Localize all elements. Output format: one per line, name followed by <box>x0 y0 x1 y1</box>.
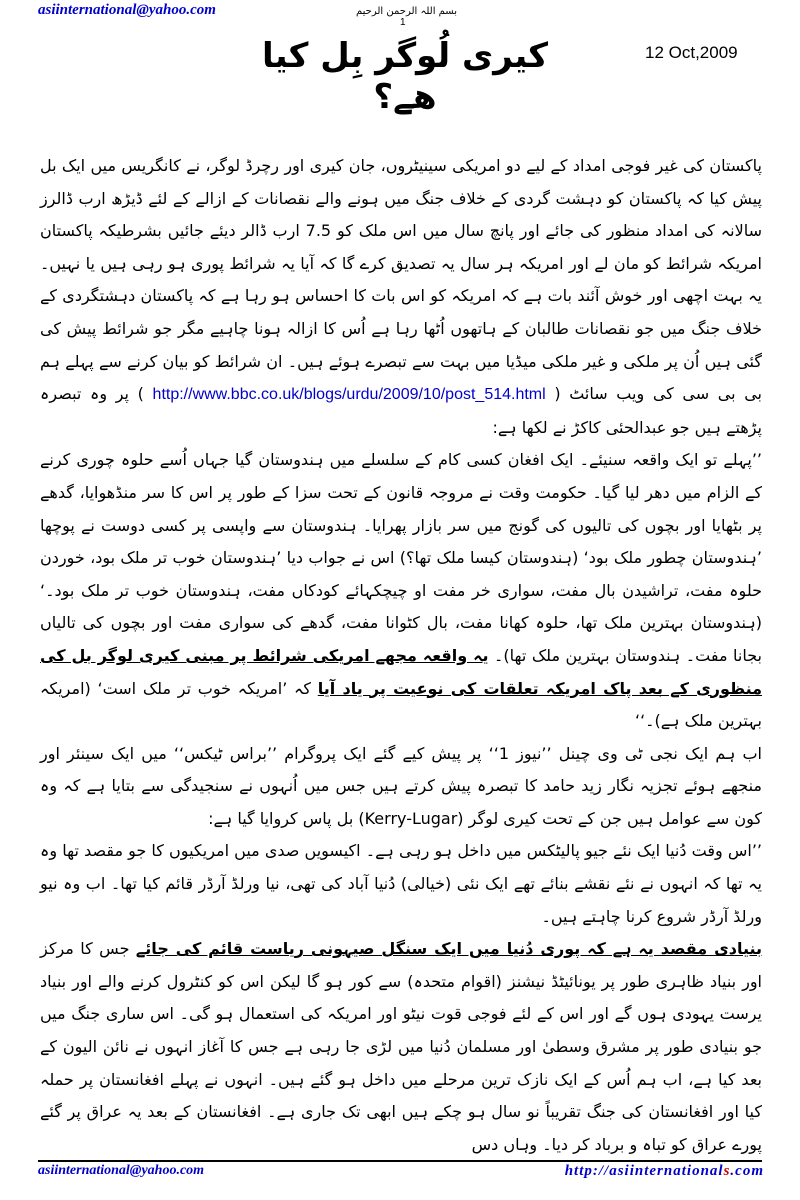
paragraph-2 <box>40 444 762 737</box>
header-email-link[interactable]: asiinternational@yahoo.com <box>38 2 216 18</box>
paragraph-5 <box>40 933 762 1161</box>
paragraph-2-text: ’’پہلے تو ایک واقعہ سنیئے۔ ایک افغان کسی کام کے سلسلے میں ہندوستان گیا جہاں اُسے حلوہ چوری کرنے کے الزام میں دھر لیا گیا۔ حکومت وقت نے مروجہ قانون کے تحت سزا کے طور پر اس کا سر منڈھوایا، گدھے پر بٹھایا اور بچوں کی تالیوں کی گونج میں سر بازار پھرایا۔ ہندوستان سے واپسی پر کسی دوست نے پوچھا ’ہندوستان چطور ملک بود‘ (ہندوستان کیسا ملک تھا؟) اس نے جواب دیا ’ہندوستان خوب تر ملک بود، خوردن حلوہ مفت، تراشیدن بال مفت، سواری خر مفت او چیچکہائے کودکاں مفت، ہندوستان خوب تر ملک بود۔‘ (ہندوستان بہترین ملک تھا، حلوہ کھانا مفت، بال کٹوانا مفت، گدھے کی سواری مفت اور بچوں کی تالیاں بجانا مفت۔ ہندوستان بہترین ملک تھا)۔ <box>40 450 762 665</box>
bismillah-text: بسم اللہ الرحمن الرحیم <box>356 6 458 17</box>
paragraph-5-emphasis: بنیادی مقصد یہ ہے کہ پوری دُنیا میں ایک سنگل صیہونی ریاست قائم کی جائے <box>135 939 763 959</box>
paragraph-4: ’’اس وقت دُنیا ایک نئے جیو پالیٹکس میں داخل ہو رہی ہے۔ اکیسویں صدی میں امریکیوں کا جو مقصد تھا وہ یہ تھا کہ انہوں نے نئے نقشے بنائے تھے ایک نئی (خیالی) دُنیا آباد کی تھی، نیا ورلڈ آرڈر قائم کیا تھا۔ اب وہ نیو ورلڈ آرڈر شروع کرنا چاہتے ہیں۔ <box>40 841 762 926</box>
footer-divider <box>38 1160 762 1162</box>
paragraph-2-end: کہ ’امریکہ خوب تر ملک است‘ (امریکہ بہترین ملک ہے)۔‘‘ <box>40 678 762 731</box>
site-suffix: .com <box>730 1163 764 1179</box>
site-red-letter: s <box>723 1163 731 1179</box>
footer-website-link[interactable] <box>565 1163 764 1180</box>
paragraph-3: اب ہم ایک نجی ٹی وی چینل ’’نیوز 1‘‘ پر پیش کیے گئے ایک پروگرام ’’براس ٹیکس‘‘ میں ایک سینئر اور منجھے ہوئے تجزیہ نگار زید حامد کا تبصرہ پیش کرتے ہیں جس میں اُنہوں نے سنجیدگی سے بتایا ہے کہ وہ کون سے عوامل ہیں جن کے تحت کیری لوگر (Kerry-Lugar) بل پاس کروایا گیا ہے: <box>40 743 763 828</box>
site-prefix: http://asiinternational <box>564 1163 724 1179</box>
paragraph-1-text: پاکستان کی غیر فوجی امداد کے لیے دو امریکی سینیٹروں، جان کیری اور رچرڈ لوگر، نے کانگریس میں ایک بل پیش کیا کہ پاکستان کو دہشت گردی کے خلاف جنگ میں ہونے والے نقصانات کے ازالے کے لئے ڈیڑھ ارب ڈالرز سالانہ کی امداد منظور کی جائے اور پانچ سال میں اس ملک کو 7.5 ارب ڈالر دیئے جائیں بشرطیکہ پاکستان امریکہ شرائط کو مان لے اور امریکہ ہر سال یہ تصدیق کرے گا کہ آیا یہ شرائط پوری ہو رہی ہیں یا نہیں۔ یہ بہت اچھی اور خوش آئند بات ہے کہ امریکہ کو اس بات کا احساس ہو رہا ہے کہ پاکستان دہشتگردی کے خلاف جنگ میں جو نقصانات طالبان کے ہاتھوں اُٹھا رہا ہے اُس کا ازالہ ہونا چاہیے مگر جو شرائط پیش کی گئی ہیں اُن پر ملکی و غیر ملکی میڈیا میں بہت سے تبصرے ہوئے ہیں۔ ان شرائط کو بیان کرنے سے پہلے ہم بی بی سی کی ویب سائٹ ( <box>40 156 763 404</box>
paragraph-1-end: ) پر وہ تبصرہ پڑھتے ہیں جو عبدالحئی کاکڑ نے لکھا ہے: <box>40 384 762 437</box>
bbc-url-link[interactable]: http://www.bbc.co.uk/blogs/urdu/2009/10/post_514.html <box>152 386 546 404</box>
paragraph-1 <box>40 150 762 444</box>
page-title: کیری لُوگر بِل کیا ھے؟ <box>261 36 548 117</box>
paragraph-5-text: جس کا مرکز اور بنیاد ظاہری طور پر یونائیٹڈ نیشنز (اقوام متحدہ) سے کور ہو گا لیکن اس کو کنٹرول کرنے والے اور بنیاد یرست یہودی ہوں گے اور اس کے لئے فوجی قوت نیٹو اور امریکہ کی استعمال ہو گی۔ اس ساری جنگ میں جو بنیادی طور پر مشرق وسطیٰ اور مسلمان دُنیا میں لڑی جا رہی ہے جس کا آغاز انہوں نے نائن الیون کے بعد کیا ہے، اب ہم اُس کے ایک نازک ترین مرحلے میں داخل ہو گئے ہیں۔ انہوں نے پہلے افغانستان پر حملہ کیا اور افغانستان کی جنگ تقریباً نو سال ہو چکے ہیں ابھی تک جاری ہے۔ افغانستان کے بعد یہ عراق پر گئے پورے عراق کو تباہ و برباد کر دیا۔ وہاں دس <box>40 939 763 1154</box>
footer-email-link[interactable]: asiinternational@yahoo.com <box>38 1163 205 1178</box>
page-number: 1 <box>400 17 406 28</box>
article-date: 12 Oct,2009 <box>645 43 738 62</box>
paragraph-2-emphasis: یہ واقعہ مجھے امریکی شرائط پر مبنی کیری لوگر بل کی منظوری کے بعد پاک امریکہ تعلقات کی نوعیت پر یاد آیا <box>40 645 763 698</box>
article-body <box>40 150 762 1161</box>
